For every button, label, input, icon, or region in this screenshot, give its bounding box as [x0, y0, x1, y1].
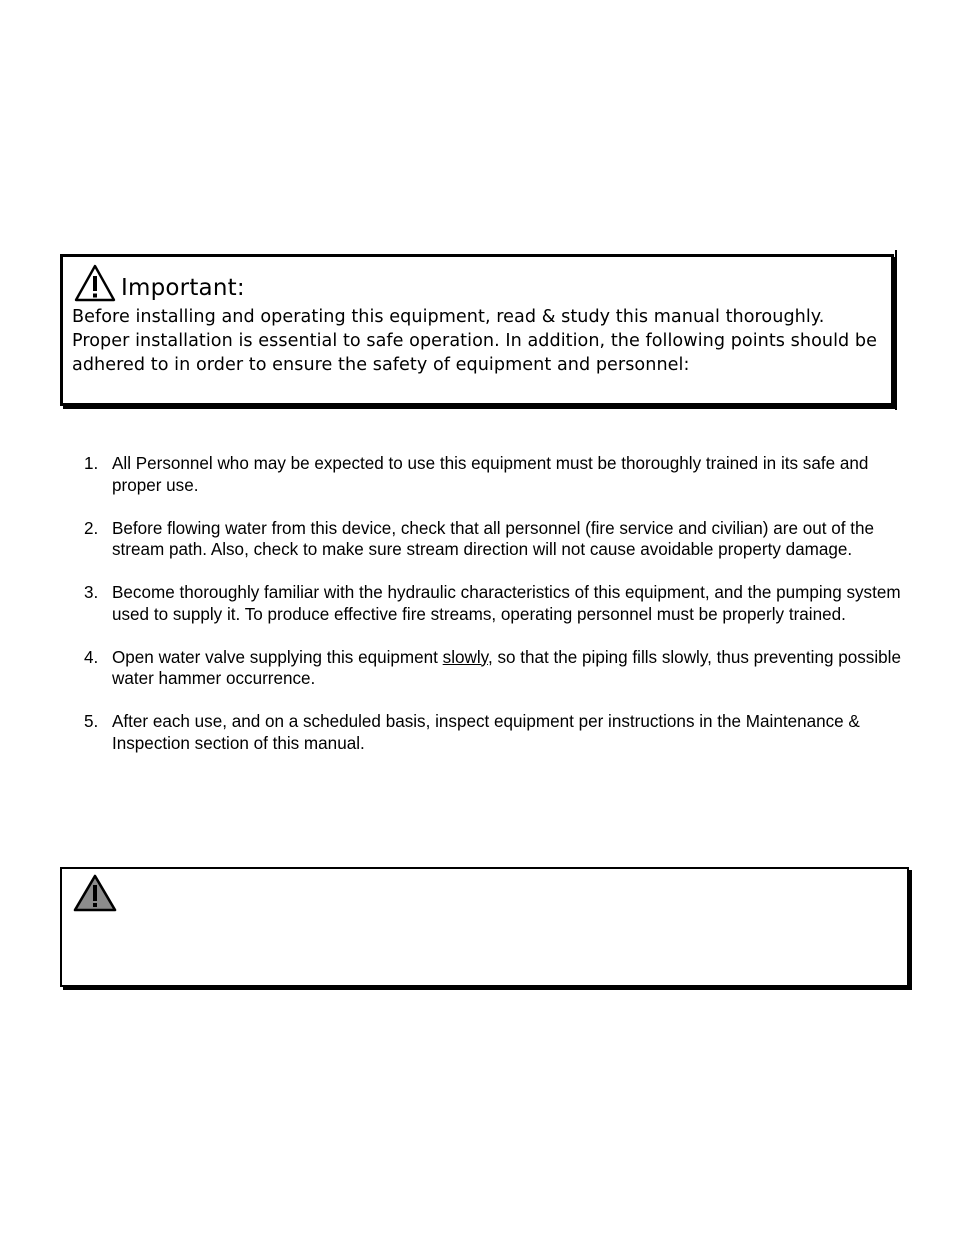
caution-notice-box [60, 867, 909, 987]
emphasis-slowly: slowly [442, 647, 488, 667]
list-item-text: Become thoroughly familiar with the hydraulic characteristics of this equipment, and the pumping system used to supply it. To produce effective fire streams, operating personnel must be properly trained. [112, 583, 901, 624]
list-item-text [112, 648, 901, 689]
warning-triangle-grey-icon [72, 873, 118, 913]
list-item-text-start: Open water valve supplying this equipment [112, 647, 443, 667]
list-item-number: 2. [84, 518, 99, 538]
list-item-number: 3. [84, 583, 99, 602]
list-item [84, 453, 904, 496]
list-item-number: 1. [84, 454, 99, 473]
list-item-text: Before flowing water from this device, check that all personnel (fire service and civilian) are out of the stream path. Also, check to make sure stream direction will not cause avoidable property damage. [112, 518, 874, 559]
list-item [84, 518, 904, 561]
safety-instructions-list [84, 453, 904, 776]
list-item [84, 582, 904, 625]
list-item-number: 5. [84, 712, 99, 731]
list-item [84, 647, 904, 690]
warning-triangle-icon [73, 263, 117, 303]
list-item-text: After each use, and on a scheduled basis, inspect equipment per instructions in the Maintenance & Inspection section of this manual. [112, 712, 860, 753]
list-item-number: 4. [84, 647, 99, 667]
important-box-right-rule [895, 250, 897, 410]
important-header [73, 259, 245, 303]
list-item-text: All Personnel who may be expected to use this equipment must be thoroughly trained in its safe and proper use. [112, 454, 869, 495]
list-item [84, 711, 904, 754]
important-title: Important: [121, 275, 245, 301]
important-notice-box [60, 254, 894, 406]
important-body-text: Before installing and operating this equipment, read & study this manual thoroughly. Proper installation is essential to safe operation. In addition, the following points should be adhered to in order to ensure the safety of equipment and personnel: [72, 307, 877, 376]
list-item-text-end: , so that the piping fills slowly, thus preventing possible water hammer occurrence. [112, 647, 901, 688]
